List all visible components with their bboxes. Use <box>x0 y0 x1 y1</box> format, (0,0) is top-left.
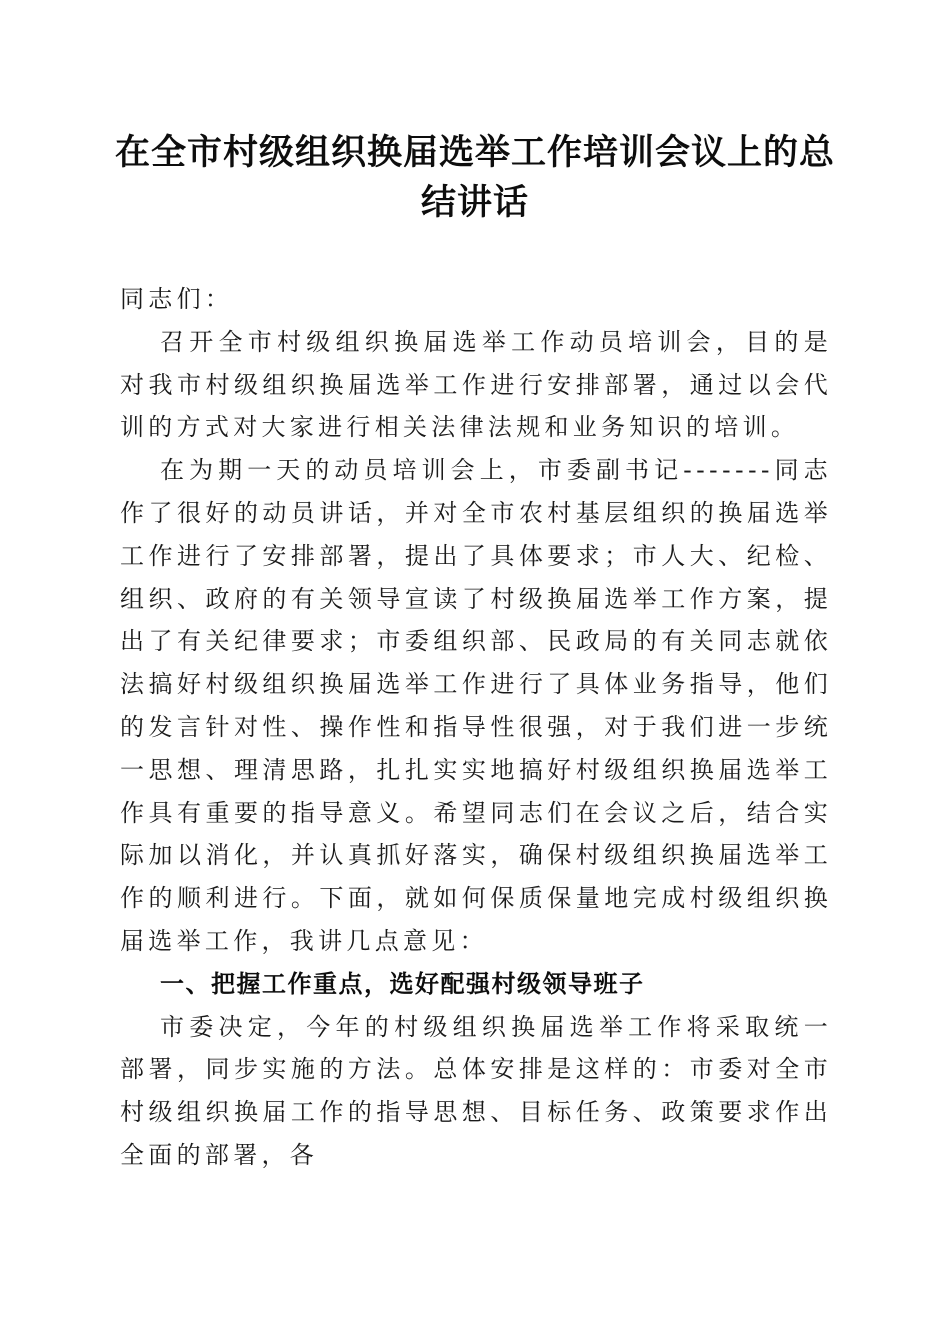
paragraph-opening: 召开全市村级组织换届选举工作动员培训会，目的是对我市村级组织换届选举工作进行安排部署，通过以会代训的方式对大家进行相关法律法规和业务知识的培训。 <box>120 327 832 442</box>
salutation: 同志们： <box>120 285 234 313</box>
section-paragraph: 市委决定，今年的村级组织换届选举工作将采取统一部署，同步实施的方法。总体安排是这样的：市委对全市村级组织换届工作的指导思想、目标任务、政策要求作出全面的部署，各 <box>120 1012 832 1169</box>
paragraph-review: 在为期一天的动员培训会上，市委副书记-------同志作了很好的动员讲话，并对全市农村基层组织的换届选举工作进行了安排部署，提出了具体要求；市人大、纪检、组织、政府的有关领导宣读了村级换届选举工作方案，提出了有关纪律要求；市委组织部、民政局的有关同志就依法搞好村级组织换届选举工作进行了具体业务指导，他们的发言针对性、操作性和指导性很强，对于我们进一步统一思想、理清思路，扎扎实实地搞好村级组织换届选举工作具有重要的指导意义。希望同志们在会议之后，结合实际加以消化，并认真抓好落实，确保村级组织换届选举工作的顺利进行。下面，就如何保质保量地完成村级组织换届选举工作，我讲几点意见： <box>120 456 832 955</box>
section-heading: 一、把握工作重点，选好配强村级领导班子 <box>160 969 645 998</box>
document-body <box>120 278 832 1177</box>
document-title: 在全市村级组织换届选举工作培训会议上的总结讲话 <box>114 132 835 223</box>
